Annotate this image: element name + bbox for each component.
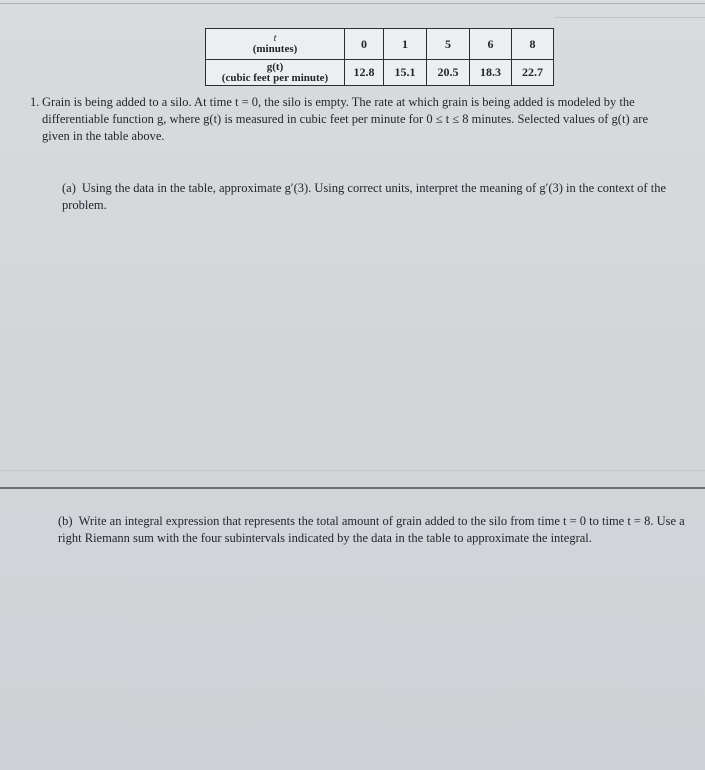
part-a: [62, 180, 692, 214]
page-top-edge-right: [555, 17, 705, 18]
t-cell: 1: [384, 29, 427, 60]
part-b: [58, 513, 698, 547]
t-cell: 8: [512, 29, 554, 60]
table-header-g: [206, 60, 345, 86]
problem-number: 1.: [30, 95, 40, 109]
header-label-minutes: (minutes): [252, 43, 298, 55]
g-cell: 20.5: [427, 60, 470, 86]
t-cell: 6: [470, 29, 512, 60]
problem-intro-text: Grain is being added to a silo. At time t = 0, the silo is empty. The rate at which grain is being added is modeled by the differentiable function g, where g(t) is measured in cubic feet per minute for 0 ≤ t ≤ 8 minutes. Selected values of g(t) are given in the table above.: [42, 95, 648, 143]
t-cell: 0: [345, 29, 384, 60]
g-cell: 18.3: [470, 60, 512, 86]
part-b-text: Write an integral expression that represents the total amount of grain added to the silo from time t = 0 to time t = 8. Use a right Riemann sum with the four subintervals indicated by the data in the table to approximate the integral.: [58, 514, 685, 545]
header-var-g: g(t): [266, 60, 284, 73]
header-label-cfm: (cubic feet per minute): [221, 71, 329, 84]
table-header-t: [206, 29, 345, 60]
table-row-g: [206, 60, 554, 86]
problem-intro: [30, 94, 667, 145]
part-a-label: (a): [62, 181, 76, 195]
table-row-t: [206, 29, 554, 60]
data-table: [205, 28, 554, 86]
g-cell: 22.7: [512, 60, 554, 86]
header-var-t: t: [273, 33, 277, 44]
g-cell: 12.8: [345, 60, 384, 86]
part-b-label: (b): [58, 514, 73, 528]
part-a-text: Using the data in the table, approximate g′(3). Using correct units, interpret the meaning of g′(3) in the context of the problem.: [62, 181, 666, 212]
page-divider: [0, 487, 705, 489]
page-top-edge: [0, 3, 705, 4]
t-cell: 5: [427, 29, 470, 60]
page-divider-faint: [0, 470, 705, 471]
g-cell: 15.1: [384, 60, 427, 86]
